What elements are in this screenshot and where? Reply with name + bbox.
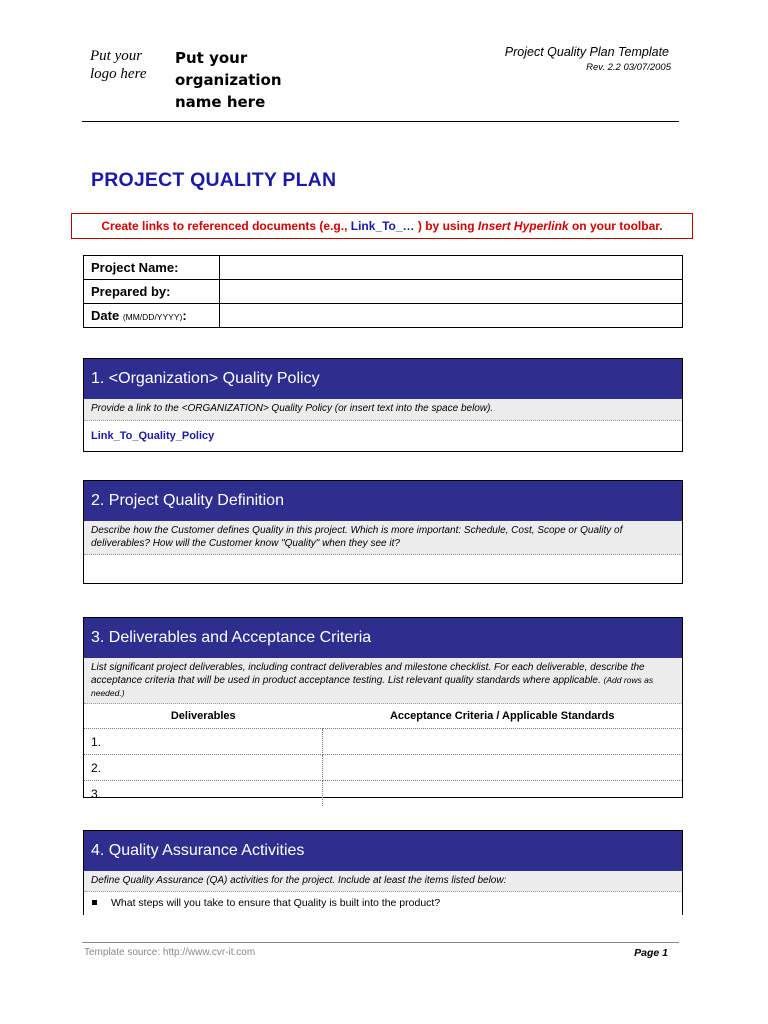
section-quality-assurance xyxy=(83,830,683,915)
deliverable-cell[interactable]: 1. xyxy=(84,729,323,755)
project-name-label: Project Name: xyxy=(84,256,220,280)
table-header-row xyxy=(84,704,682,729)
section-header: 2. Project Quality Definition xyxy=(84,481,682,521)
footer-source: Template source: http://www.cvr-it.com xyxy=(84,947,256,958)
section-header: 4. Quality Assurance Activities xyxy=(84,831,682,871)
date-format-hint: (MM/DD/YYYY) xyxy=(122,312,183,322)
section-quality-definition xyxy=(83,480,683,584)
col-deliverables: Deliverables xyxy=(84,704,323,729)
section-description: Describe how the Customer defines Quality in this project. Which is more important: Schedule, Cost, Scope or Quality of deliverables? How will the Customer know "Quality" when they see it? xyxy=(84,521,682,555)
notice-prefix: Create links to referenced documents (e.g., xyxy=(101,219,351,233)
logo-placeholder: Put your logo here xyxy=(90,48,147,82)
section-description: Provide a link to the <ORGANIZATION> Quality Policy (or insert text into the space below). xyxy=(84,399,682,421)
table-row xyxy=(84,256,683,280)
deliverable-cell[interactable]: 3. xyxy=(84,781,323,807)
organization-name-placeholder: Put your organization name here xyxy=(175,49,282,111)
section-quality-policy xyxy=(83,358,683,452)
deliverables-table xyxy=(84,704,682,806)
quality-policy-link[interactable]: Link_To_Quality_Policy xyxy=(91,430,215,442)
page-number: Page 1 xyxy=(634,947,668,959)
notice-suffix: on your toolbar. xyxy=(568,219,663,233)
table-row xyxy=(84,280,683,304)
col-acceptance-criteria: Acceptance Criteria / Applicable Standards xyxy=(323,704,683,729)
date-colon: : xyxy=(182,308,187,323)
section-body xyxy=(84,421,682,451)
criteria-cell[interactable] xyxy=(323,755,683,781)
description-note: (Add rows as needed.) xyxy=(91,675,654,698)
quality-definition-field[interactable] xyxy=(84,555,682,583)
table-row xyxy=(84,729,682,755)
template-title: Project Quality Plan Template xyxy=(504,45,669,59)
list-item xyxy=(84,892,682,913)
date-label: Date xyxy=(91,308,120,323)
notice-middle: ) by using xyxy=(414,219,478,233)
table-row xyxy=(84,755,682,781)
template-revision: Rev. 2.2 03/07/2005 xyxy=(586,62,671,73)
date-label-cell xyxy=(84,304,220,328)
date-field[interactable] xyxy=(220,304,683,328)
hyperlink-notice xyxy=(71,213,693,239)
list-item-text: What steps will you take to ensure that Quality is built into the product? xyxy=(111,896,441,909)
section-deliverables xyxy=(83,617,683,801)
prepared-by-field[interactable] xyxy=(220,280,683,304)
section-header: 3. Deliverables and Acceptance Criteria xyxy=(84,618,682,658)
criteria-cell[interactable] xyxy=(323,729,683,755)
prepared-by-label: Prepared by: xyxy=(84,280,220,304)
project-name-field[interactable] xyxy=(220,256,683,280)
criteria-cell[interactable] xyxy=(323,781,683,807)
page-title: PROJECT QUALITY PLAN xyxy=(91,169,337,191)
project-info-table xyxy=(83,255,683,328)
bullet-square-icon xyxy=(92,900,97,905)
section-header: 1. <Organization> Quality Policy xyxy=(84,359,682,399)
footer-divider xyxy=(82,942,679,943)
notice-link-example[interactable]: Link_To_… xyxy=(350,219,415,233)
deliverable-cell[interactable]: 2. xyxy=(84,755,323,781)
table-row xyxy=(84,304,683,328)
section-description-text: List significant project deliverables, including contract deliverables and milestone checklist. For each deliverable, describe the acceptance criteria that will be used in product acceptance testing. List relevant quality standards where applicable. xyxy=(91,662,645,686)
table-row xyxy=(84,781,682,807)
section-description xyxy=(84,658,682,704)
header-divider xyxy=(82,121,679,122)
notice-action: Insert Hyperlink xyxy=(477,219,569,233)
section-description: Define Quality Assurance (QA) activities for the project. Include at least the items listed below: xyxy=(84,871,682,892)
